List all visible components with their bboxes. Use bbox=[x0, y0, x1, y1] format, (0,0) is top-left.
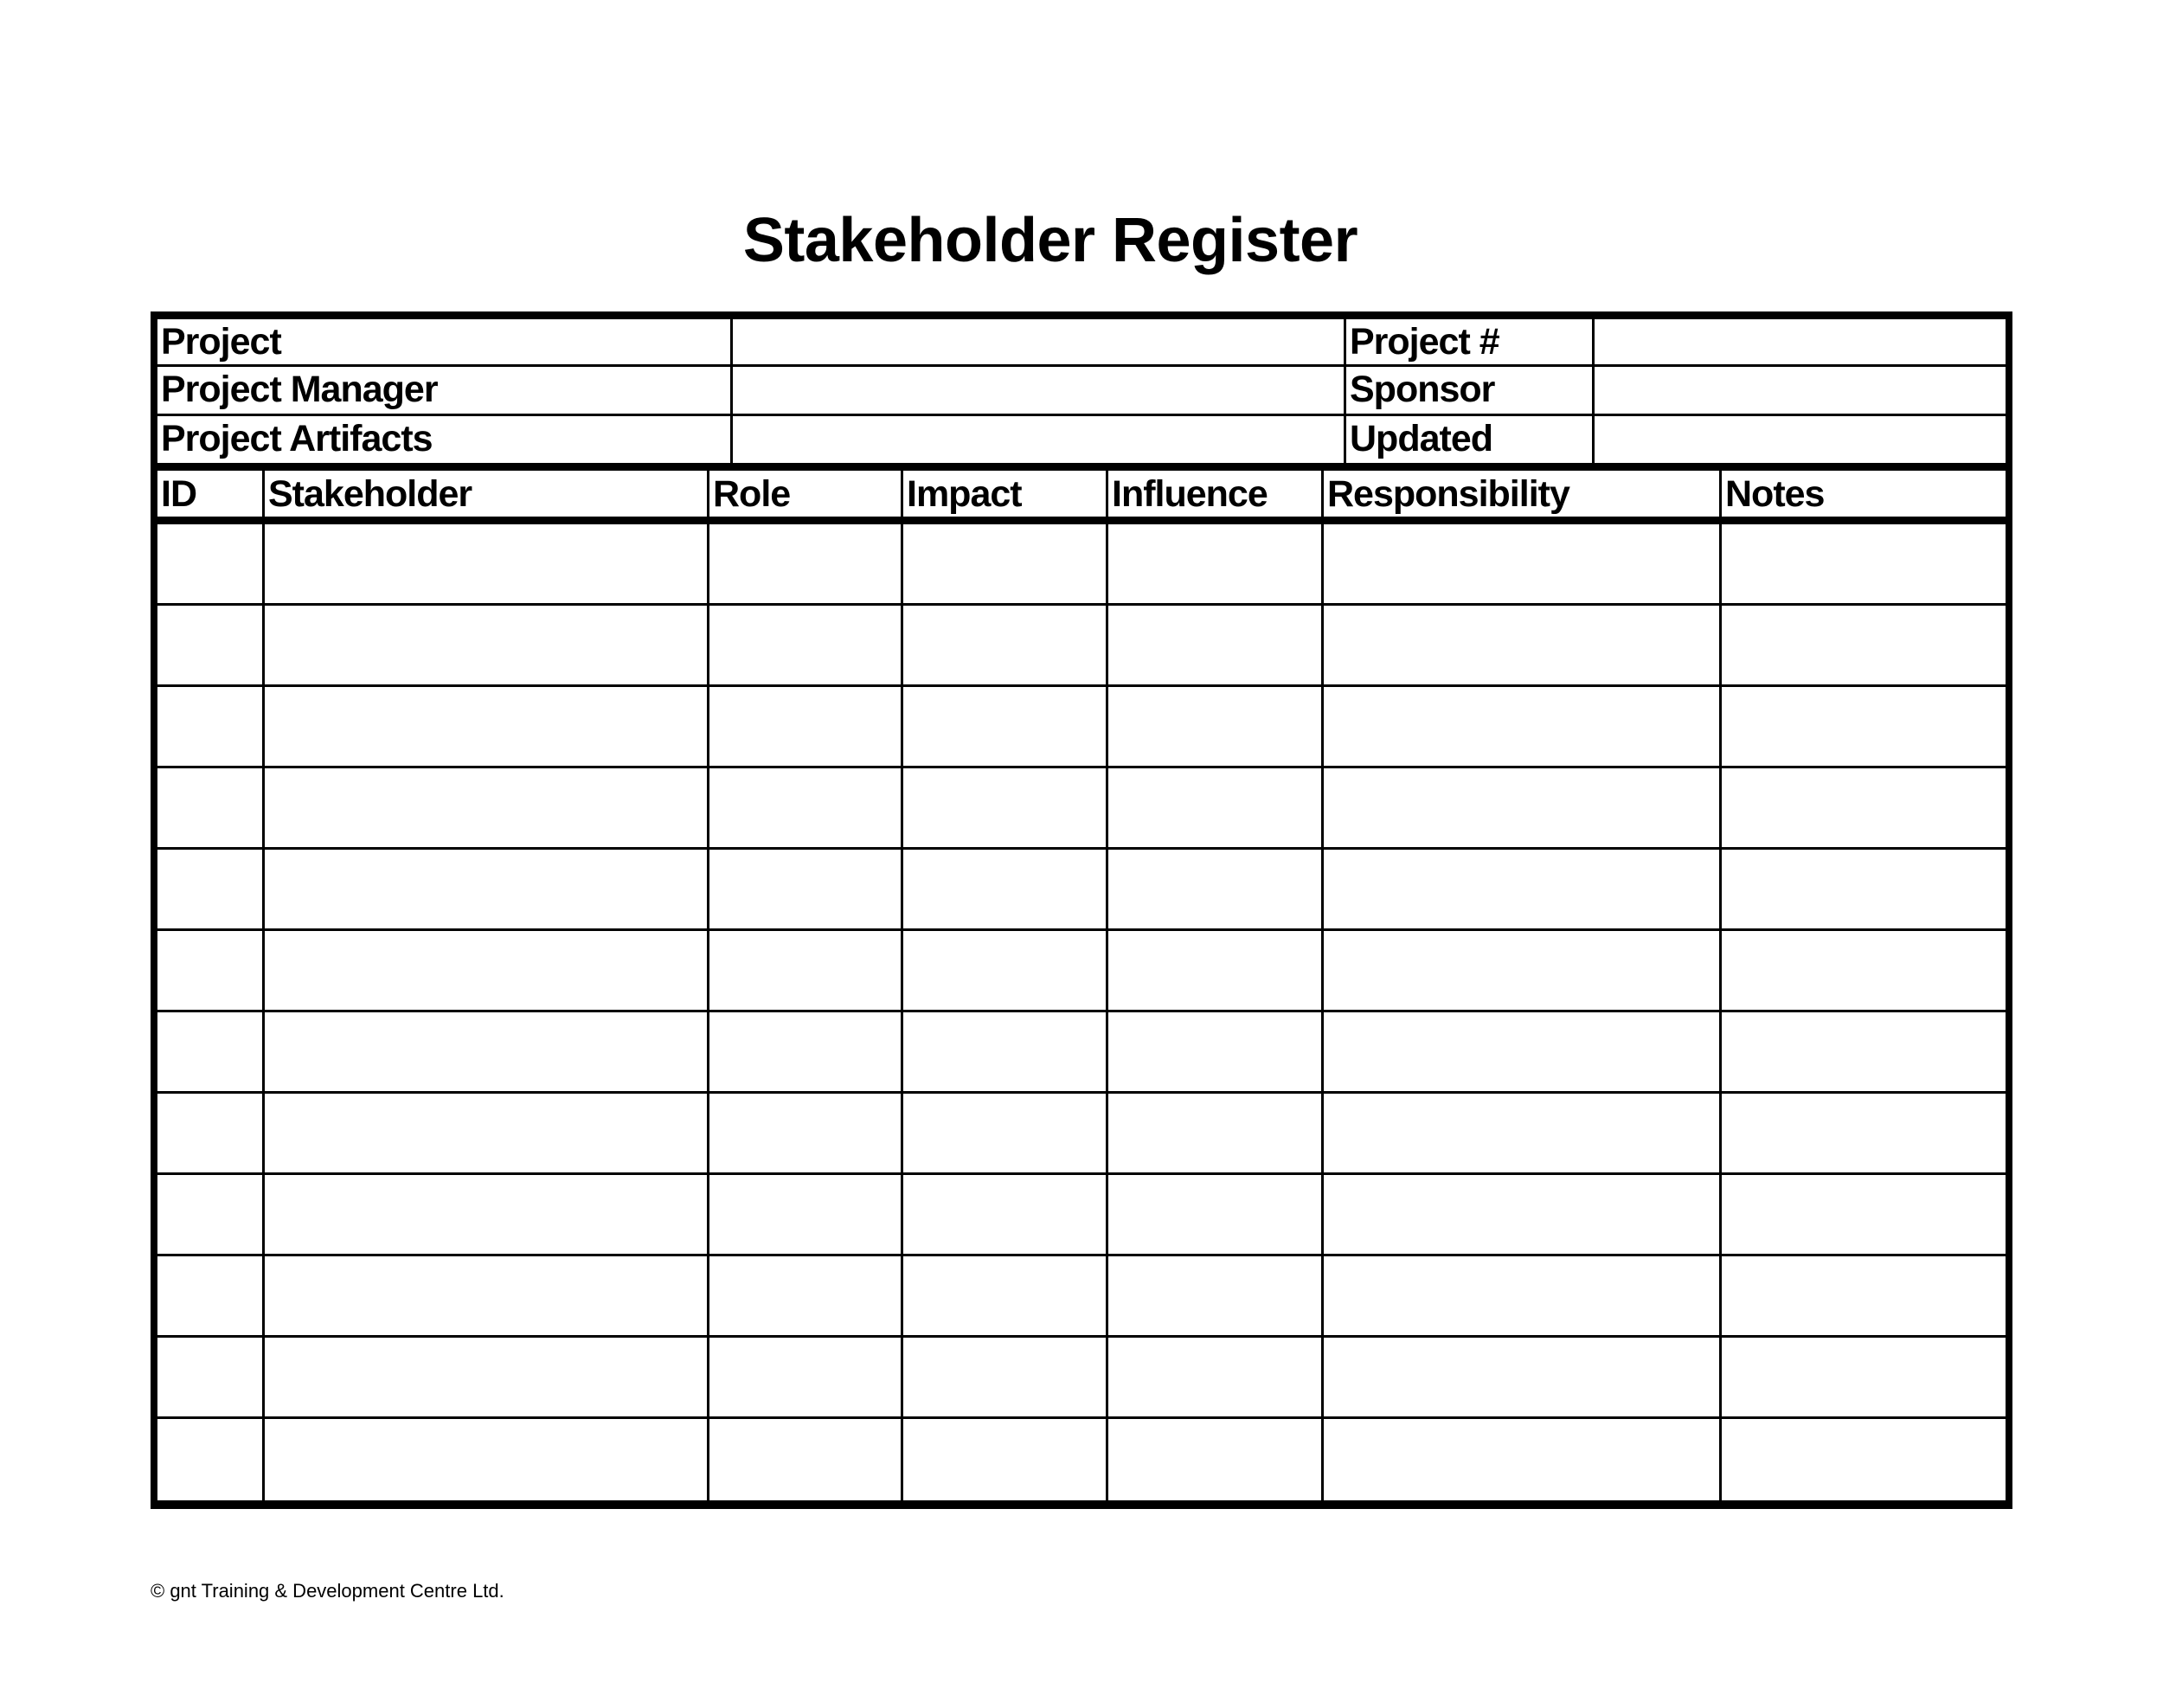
cell-id[interactable] bbox=[157, 768, 262, 847]
cell-influence[interactable] bbox=[1106, 1338, 1321, 1416]
cell-responsibility[interactable] bbox=[1321, 850, 1719, 928]
cell-influence[interactable] bbox=[1106, 1175, 1321, 1254]
cell-stakeholder[interactable] bbox=[262, 1094, 707, 1172]
cell-role[interactable] bbox=[707, 931, 901, 1010]
cell-stakeholder[interactable] bbox=[262, 1012, 707, 1091]
cell-responsibility[interactable] bbox=[1321, 768, 1719, 847]
section-divider bbox=[157, 463, 2006, 471]
cell-id[interactable] bbox=[157, 1012, 262, 1091]
project-artifacts-label: Project Artifacts bbox=[161, 418, 433, 459]
project-manager-label: Project Manager bbox=[161, 369, 438, 410]
cell-impact[interactable] bbox=[901, 1419, 1106, 1500]
cell-stakeholder[interactable] bbox=[262, 768, 707, 847]
cell-stakeholder[interactable] bbox=[262, 1338, 707, 1416]
cell-influence[interactable] bbox=[1106, 768, 1321, 847]
cell-stakeholder[interactable] bbox=[262, 606, 707, 684]
cell-role[interactable] bbox=[707, 1094, 901, 1172]
table-row bbox=[157, 768, 2006, 850]
cell-responsibility[interactable] bbox=[1321, 931, 1719, 1010]
info-row-project-manager bbox=[157, 367, 2007, 416]
cell-impact[interactable] bbox=[901, 768, 1106, 847]
cell-notes[interactable] bbox=[1719, 850, 2006, 928]
project-number-label: Project # bbox=[1344, 319, 1592, 364]
cell-responsibility[interactable] bbox=[1321, 1175, 1719, 1254]
cell-notes[interactable] bbox=[1719, 768, 2006, 847]
cell-impact[interactable] bbox=[901, 606, 1106, 684]
cell-impact[interactable] bbox=[901, 1094, 1106, 1172]
cell-influence[interactable] bbox=[1106, 1419, 1321, 1500]
cell-role[interactable] bbox=[707, 768, 901, 847]
table-body bbox=[157, 524, 2006, 1500]
cell-influence[interactable] bbox=[1106, 1094, 1321, 1172]
cell-stakeholder[interactable] bbox=[262, 850, 707, 928]
cell-id[interactable] bbox=[157, 1338, 262, 1416]
column-header-notes: Notes bbox=[1719, 471, 2006, 517]
cell-role[interactable] bbox=[707, 1175, 901, 1254]
cell-impact[interactable] bbox=[901, 524, 1106, 603]
table-row bbox=[157, 1256, 2006, 1338]
cell-notes[interactable] bbox=[1719, 1419, 2006, 1500]
cell-role[interactable] bbox=[707, 687, 901, 766]
cell-influence[interactable] bbox=[1106, 687, 1321, 766]
cell-notes[interactable] bbox=[1719, 1256, 2006, 1335]
cell-id[interactable] bbox=[157, 850, 262, 928]
cell-role[interactable] bbox=[707, 606, 901, 684]
cell-id[interactable] bbox=[157, 606, 262, 684]
table-row bbox=[157, 1338, 2006, 1419]
project-artifacts-field[interactable] bbox=[730, 416, 1344, 463]
cell-stakeholder[interactable] bbox=[262, 1256, 707, 1335]
cell-id[interactable] bbox=[157, 1094, 262, 1172]
column-header-impact: Impact bbox=[901, 471, 1106, 517]
updated-field[interactable] bbox=[1592, 416, 2007, 463]
cell-id[interactable] bbox=[157, 931, 262, 1010]
cell-influence[interactable] bbox=[1106, 1256, 1321, 1335]
table-row bbox=[157, 606, 2006, 687]
cell-impact[interactable] bbox=[901, 687, 1106, 766]
updated-label: Updated bbox=[1344, 416, 1592, 463]
cell-stakeholder[interactable] bbox=[262, 1175, 707, 1254]
cell-role[interactable] bbox=[707, 1012, 901, 1091]
cell-role[interactable] bbox=[707, 1419, 901, 1500]
cell-notes[interactable] bbox=[1719, 1012, 2006, 1091]
sponsor-label: Sponsor bbox=[1344, 367, 1592, 414]
cell-stakeholder[interactable] bbox=[262, 687, 707, 766]
cell-impact[interactable] bbox=[901, 1256, 1106, 1335]
cell-influence[interactable] bbox=[1106, 1012, 1321, 1091]
table-header-row bbox=[157, 471, 2006, 517]
cell-notes[interactable] bbox=[1719, 687, 2006, 766]
info-row-project bbox=[157, 319, 2007, 367]
table-row bbox=[157, 1012, 2006, 1094]
info-row-project-artifacts bbox=[157, 416, 2007, 463]
cell-responsibility[interactable] bbox=[1321, 524, 1719, 603]
cell-influence[interactable] bbox=[1106, 850, 1321, 928]
cell-responsibility[interactable] bbox=[1321, 1094, 1719, 1172]
page-title: Stakeholder Register bbox=[742, 206, 1358, 275]
cell-responsibility[interactable] bbox=[1321, 1256, 1719, 1335]
cell-impact[interactable] bbox=[901, 850, 1106, 928]
cell-role[interactable] bbox=[707, 850, 901, 928]
cell-influence[interactable] bbox=[1106, 524, 1321, 603]
sponsor-field[interactable] bbox=[1592, 367, 2007, 414]
table-row bbox=[157, 1175, 2006, 1256]
project-field[interactable] bbox=[730, 319, 1344, 364]
column-header-id: ID bbox=[161, 473, 196, 515]
table-row bbox=[157, 1094, 2006, 1175]
project-label: Project bbox=[161, 321, 281, 363]
cell-role[interactable] bbox=[707, 524, 901, 603]
cell-id[interactable] bbox=[157, 524, 262, 603]
cell-responsibility[interactable] bbox=[1321, 606, 1719, 684]
cell-notes[interactable] bbox=[1719, 1094, 2006, 1172]
cell-id[interactable] bbox=[157, 1175, 262, 1254]
column-header-stakeholder: Stakeholder bbox=[262, 471, 707, 517]
cell-responsibility[interactable] bbox=[1321, 1419, 1719, 1500]
column-header-influence: Influence bbox=[1106, 471, 1321, 517]
cell-stakeholder[interactable] bbox=[262, 524, 707, 603]
cell-stakeholder[interactable] bbox=[262, 1419, 707, 1500]
cell-influence[interactable] bbox=[1106, 931, 1321, 1010]
cell-role[interactable] bbox=[707, 1338, 901, 1416]
cell-impact[interactable] bbox=[901, 1012, 1106, 1091]
cell-influence[interactable] bbox=[1106, 606, 1321, 684]
column-header-role: Role bbox=[707, 471, 901, 517]
stakeholder-register-form bbox=[151, 311, 2012, 1509]
project-info-section bbox=[157, 319, 2007, 463]
cell-stakeholder[interactable] bbox=[262, 931, 707, 1010]
cell-notes[interactable] bbox=[1719, 524, 2006, 603]
project-number-field[interactable] bbox=[1592, 319, 2007, 364]
copyright-footer: © gnt Training & Development Centre Ltd. bbox=[151, 1580, 504, 1602]
table-row bbox=[157, 1419, 2006, 1500]
cell-notes[interactable] bbox=[1719, 1175, 2006, 1254]
cell-impact[interactable] bbox=[901, 1338, 1106, 1416]
cell-impact[interactable] bbox=[901, 1175, 1106, 1254]
cell-responsibility[interactable] bbox=[1321, 1012, 1719, 1091]
cell-notes[interactable] bbox=[1719, 931, 2006, 1010]
table-row bbox=[157, 687, 2006, 768]
column-header-responsibility: Responsibility bbox=[1321, 471, 1719, 517]
cell-id[interactable] bbox=[157, 687, 262, 766]
header-divider bbox=[157, 517, 2006, 524]
cell-id[interactable] bbox=[157, 1256, 262, 1335]
cell-role[interactable] bbox=[707, 1256, 901, 1335]
cell-responsibility[interactable] bbox=[1321, 1338, 1719, 1416]
project-manager-field[interactable] bbox=[730, 367, 1344, 414]
table-row bbox=[157, 524, 2006, 606]
cell-responsibility[interactable] bbox=[1321, 687, 1719, 766]
table-row bbox=[157, 850, 2006, 931]
cell-impact[interactable] bbox=[901, 931, 1106, 1010]
cell-notes[interactable] bbox=[1719, 606, 2006, 684]
table-row bbox=[157, 931, 2006, 1012]
cell-notes[interactable] bbox=[1719, 1338, 2006, 1416]
cell-id[interactable] bbox=[157, 1419, 262, 1500]
